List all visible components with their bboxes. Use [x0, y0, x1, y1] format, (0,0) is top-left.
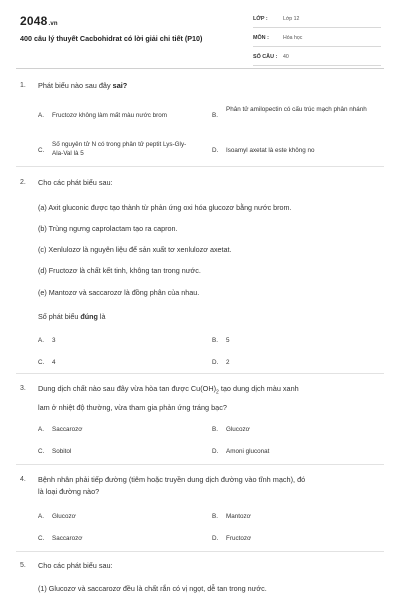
- option-letter: D.: [212, 448, 219, 455]
- question-ask-prefix: Số phát biểu: [38, 312, 81, 321]
- question-ask-emphasis: đúng: [80, 312, 98, 321]
- meta-subject-row: [253, 31, 381, 47]
- option-letter: A.: [38, 513, 44, 520]
- option-letter: A.: [38, 112, 44, 119]
- option-letter: D.: [212, 147, 219, 154]
- meta-count-value: 40: [283, 54, 289, 60]
- option-letter: B.: [212, 426, 218, 433]
- question-number: 5.: [20, 562, 26, 569]
- option-text: 4: [52, 359, 56, 366]
- option-text: Saccarozơ: [52, 535, 83, 542]
- question-number: 4.: [20, 476, 26, 483]
- page-header: [0, 0, 400, 64]
- question-text-part: lam ở nhiệt độ thường, vừa tham gia phản ứng tráng bạc?: [38, 402, 227, 412]
- option-letter: B.: [212, 337, 218, 344]
- page-title: 400 câu lý thuyết Cacbohidrat có lời giải chi tiết (P10): [20, 34, 203, 43]
- option-letter: B.: [212, 513, 218, 520]
- option-text: 2: [226, 359, 230, 366]
- site-logo[interactable]: [20, 14, 58, 28]
- question-text-emphasis: sai?: [112, 81, 128, 90]
- option-text: Mantozơ: [226, 513, 251, 520]
- logo-text: 2048: [20, 14, 48, 28]
- option-text: Glucozơ: [52, 513, 76, 520]
- option-text: Phân tử amilopectin có cấu trúc mạch phân nhánh: [226, 106, 367, 113]
- option-letter: A.: [38, 426, 44, 433]
- question-text-prefix: Phát biểu nào sau đây: [38, 81, 113, 90]
- question-text: [38, 383, 383, 413]
- option-text: Fructozơ không làm mất màu nước brom: [52, 112, 168, 119]
- question-text-part: tạo dung dịch màu xanh: [218, 384, 299, 393]
- question-number: 2.: [20, 179, 26, 186]
- header-divider: [16, 68, 384, 69]
- option-text: Số nguyên tử N có trong phân tử peptit Lys-Gly-Ala-Val là 5: [52, 141, 187, 157]
- option-text: Sobitol: [52, 448, 72, 455]
- meta-class-value: Lớp 12: [283, 16, 300, 22]
- option-letter: C.: [38, 359, 45, 366]
- question-text: [38, 474, 383, 497]
- question-text: Cho các phát biểu sau:: [38, 561, 113, 570]
- question-divider: [16, 551, 384, 552]
- question-number: 1.: [20, 82, 26, 89]
- question-divider: [16, 464, 384, 465]
- option-text: Saccarozơ: [52, 426, 83, 433]
- statement-b: (b) Trùng ngưng caprolactam tạo ra capron.: [38, 224, 178, 233]
- question-number: 3.: [20, 385, 26, 392]
- meta-class-row: [253, 12, 381, 28]
- question-text-part: là loại đường nào?: [38, 486, 100, 496]
- statement-c: (c) Xenlulozơ là nguyên liệu để sản xuất tơ xenlulozơ axetat.: [38, 245, 232, 254]
- option-letter: C.: [38, 448, 45, 455]
- meta-subject-label: MÔN :: [253, 35, 269, 41]
- document-meta: [253, 12, 381, 69]
- question-text-part: Dung dịch chất nào sau đây vừa hòa tan được Cu(OH): [38, 384, 217, 393]
- statement-d: (d) Fructozơ là chất kết tinh, không tan trong nước.: [38, 266, 201, 275]
- option-text: Fructozơ: [226, 535, 252, 542]
- question-divider: [16, 373, 384, 374]
- question-text: [38, 80, 383, 92]
- option-letter: D.: [212, 359, 219, 366]
- option-letter: C.: [38, 147, 45, 154]
- meta-subject-value: Hóa học: [283, 35, 303, 41]
- meta-count-label: SỐ CÂU :: [253, 54, 278, 60]
- option-text: Isoamyl axetat là este không no: [226, 147, 315, 154]
- question-divider: [16, 166, 384, 167]
- logo-suffix: .vn: [48, 21, 58, 27]
- meta-count-row: [253, 50, 381, 66]
- question-text-part: Bệnh nhân phải tiếp đường (tiêm hoặc truyền dung dịch đường vào tĩnh mạch), đó: [38, 475, 306, 484]
- option-letter: D.: [212, 535, 219, 542]
- option-text: Amoni gluconat: [226, 448, 270, 455]
- question-ask: [38, 312, 383, 321]
- subscript: 2: [216, 389, 219, 396]
- option-letter: B.: [212, 112, 218, 119]
- question-text: Cho các phát biểu sau:: [38, 178, 113, 187]
- statement-a: (a) Axit gluconic được tạo thành từ phản ứng oxi hóa glucozơ bằng nước brom.: [38, 203, 292, 212]
- option-text: 3: [52, 337, 56, 344]
- option-text: 5: [226, 337, 230, 344]
- option-text: Glucozơ: [226, 426, 250, 433]
- option-letter: C.: [38, 535, 45, 542]
- statement-1: (1) Glucozơ và saccarozơ đều là chất rắn có vị ngọt, dễ tan trong nước.: [38, 584, 267, 593]
- question-ask-suffix: là: [97, 312, 106, 321]
- meta-class-label: LỚP :: [253, 16, 268, 22]
- statement-e: (e) Mantozơ và saccarozơ là đồng phân của nhau.: [38, 288, 200, 297]
- option-letter: A.: [38, 337, 44, 344]
